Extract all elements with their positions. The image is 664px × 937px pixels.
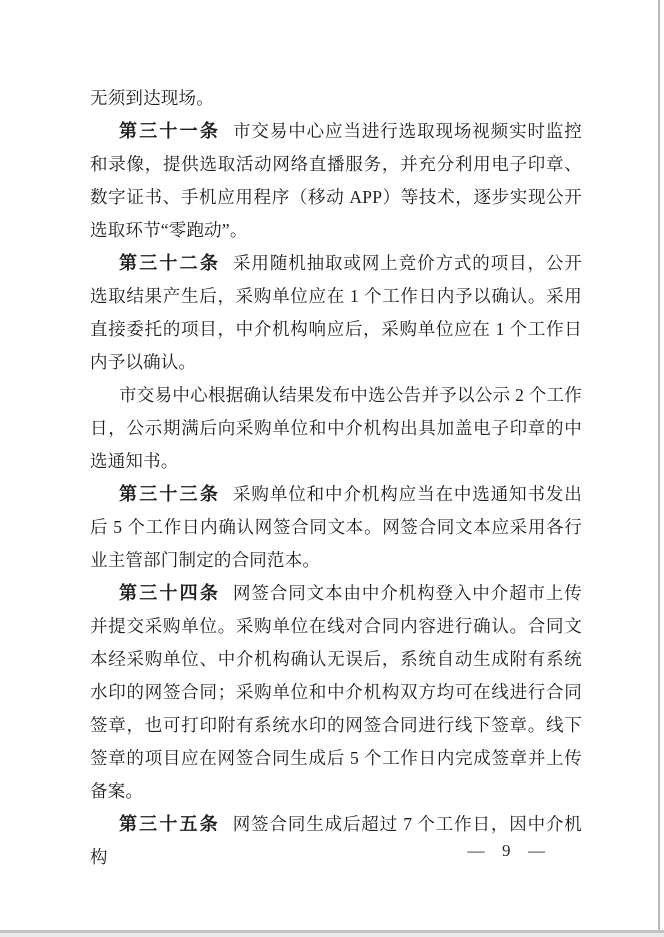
paragraph-text: 采购单位和中介机构应当在中选通知书发出后 5 个工作日内确认网签合同文本。网签合同文本应采用各行业主管部门制定的合同范本。: [90, 484, 582, 570]
paragraph-text: 网签合同生成后超过 7 个工作日，因中介机构: [90, 814, 583, 867]
paragraph: [90, 478, 582, 577]
scan-edge-bottom-line: [0, 930, 664, 937]
paragraph-text: 市交易中心应当进行选取现场视频实时监控和录像，提供选取活动网络直播服务，并充分利用电子印章、数字证书、手机应用程序（移动 APP）等技术，逐步实现公开选取环节“零跑动”。: [90, 121, 582, 240]
article-number-heading: 第三十二条: [119, 253, 221, 273]
paragraph: [90, 379, 582, 478]
paragraph-text: 无须到达现场。: [90, 88, 214, 108]
article-number-heading: 第三十五条: [119, 814, 220, 834]
paragraph: [90, 247, 582, 379]
paragraph-text: 市交易中心根据确认结果发布中选公告并予以公示 2 个工作日，公示期满后向采购单位和中介机构出具加盖电子印章的中选通知书。: [90, 385, 582, 471]
scan-edge-right-line: [658, 0, 660, 937]
paragraph: [90, 577, 582, 808]
article-number-heading: 第三十三条: [119, 484, 221, 504]
paragraph-text: 采用随机抽取或网上竞价方式的项目，公开选取结果产生后，采购单位应在 1 个工作日内予以确认。采用直接委托的项目，中介机构响应后，采购单位应在 1 个工作日内予以确认。: [90, 253, 582, 372]
article-number-heading: 第三十一条: [119, 121, 221, 141]
paragraph-text: 网签合同文本由中介机构登入中介超市上传并提交采购单位。采购单位在线对合同内容进行确认。合同文本经采购单位、中介机构确认无误后，系统自动生成附有系统水印的网签合同；采购单位和中介机构双方均可在线进行合同签章，也可打印附有系统水印的网签合同进行线下签章。线下签章的项目应在网签合同生成后 5 个工作日内完成签章并上传备案。: [90, 583, 582, 801]
document-body: [90, 82, 582, 874]
paragraph: [90, 82, 582, 115]
article-number-heading: 第三十四条: [119, 583, 221, 603]
paragraph: [90, 115, 582, 247]
page-number: — 9 —: [467, 841, 548, 860]
